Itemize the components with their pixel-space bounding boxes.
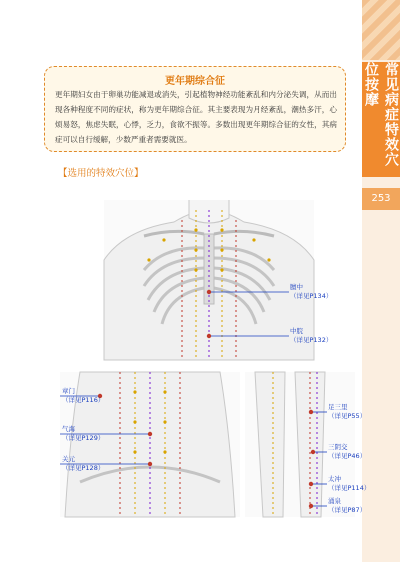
acupoint-ref: （详见P87） xyxy=(328,506,367,514)
acupoint-name: 太冲 xyxy=(328,475,341,483)
acupoint-label-zhongwan xyxy=(290,327,332,345)
acupoint-ref: （详见P128） xyxy=(62,464,105,472)
acupoint-label-zusanli xyxy=(328,403,366,421)
acupoint-ref: （详见P55） xyxy=(328,412,367,420)
acupoint-name: 涌泉 xyxy=(328,497,341,505)
acupoint-label-sanyinjiao xyxy=(328,443,366,461)
acupoint-ref: （详见P116） xyxy=(62,396,105,404)
legs-acupoint-figure xyxy=(245,372,371,517)
acupoint-ref: （详见P132） xyxy=(290,336,333,344)
acupoint-name: 关元 xyxy=(62,455,75,463)
acupoint-label-yongquan xyxy=(328,497,366,515)
acupoint-ref: （详见P134） xyxy=(290,292,333,300)
acupoint-ref: （详见P114） xyxy=(328,484,371,492)
acupoint-label-guanyuan xyxy=(62,455,104,473)
acupoint-name: 章门 xyxy=(62,387,75,395)
chest-illustration xyxy=(104,200,314,360)
acupoint-name: 三阴交 xyxy=(328,443,348,451)
page-number: 253 xyxy=(362,188,400,210)
acupoint-name: 气海 xyxy=(62,425,75,433)
condition-title: 更年期综合征 xyxy=(165,76,225,87)
chest-acupoint-figure xyxy=(104,200,333,360)
acupoint-ref: （详见P129） xyxy=(62,434,105,442)
acupoint-name: 足三里 xyxy=(328,403,348,411)
acupoint-label-taichong xyxy=(328,475,370,493)
abdomen-acupoint-figure xyxy=(60,372,240,517)
condition-description: 更年期妇女由于卵巢功能减退或消失，引起植物神经功能紊乱和内分泌失调，从而出现各种程度不同的症状，称为更年期综合征。其主要表现为月经紊乱，潮热多汗，心烦易怒，焦虑失眠，心悸，乏力，食欲不振等。多数出现更年期综合征的女性，其病症可以自行缓解，少数严重者需要就医。 xyxy=(55,90,337,144)
acupoint-label-shanzhong xyxy=(290,283,332,301)
acupoint-label-zhangmen xyxy=(62,387,104,405)
acupoint-name: 中脘 xyxy=(290,327,303,335)
condition-info-box xyxy=(44,66,346,152)
chapter-title: 常见病症特效穴位按摩 xyxy=(362,62,400,177)
decorative-pattern xyxy=(362,0,400,60)
acupoint-name: 膻中 xyxy=(290,283,303,291)
acupoint-label-qihai xyxy=(62,425,104,443)
section-label: 【选用的特效穴位】 xyxy=(58,168,144,179)
acupoint-ref: （详见P46） xyxy=(328,452,367,460)
